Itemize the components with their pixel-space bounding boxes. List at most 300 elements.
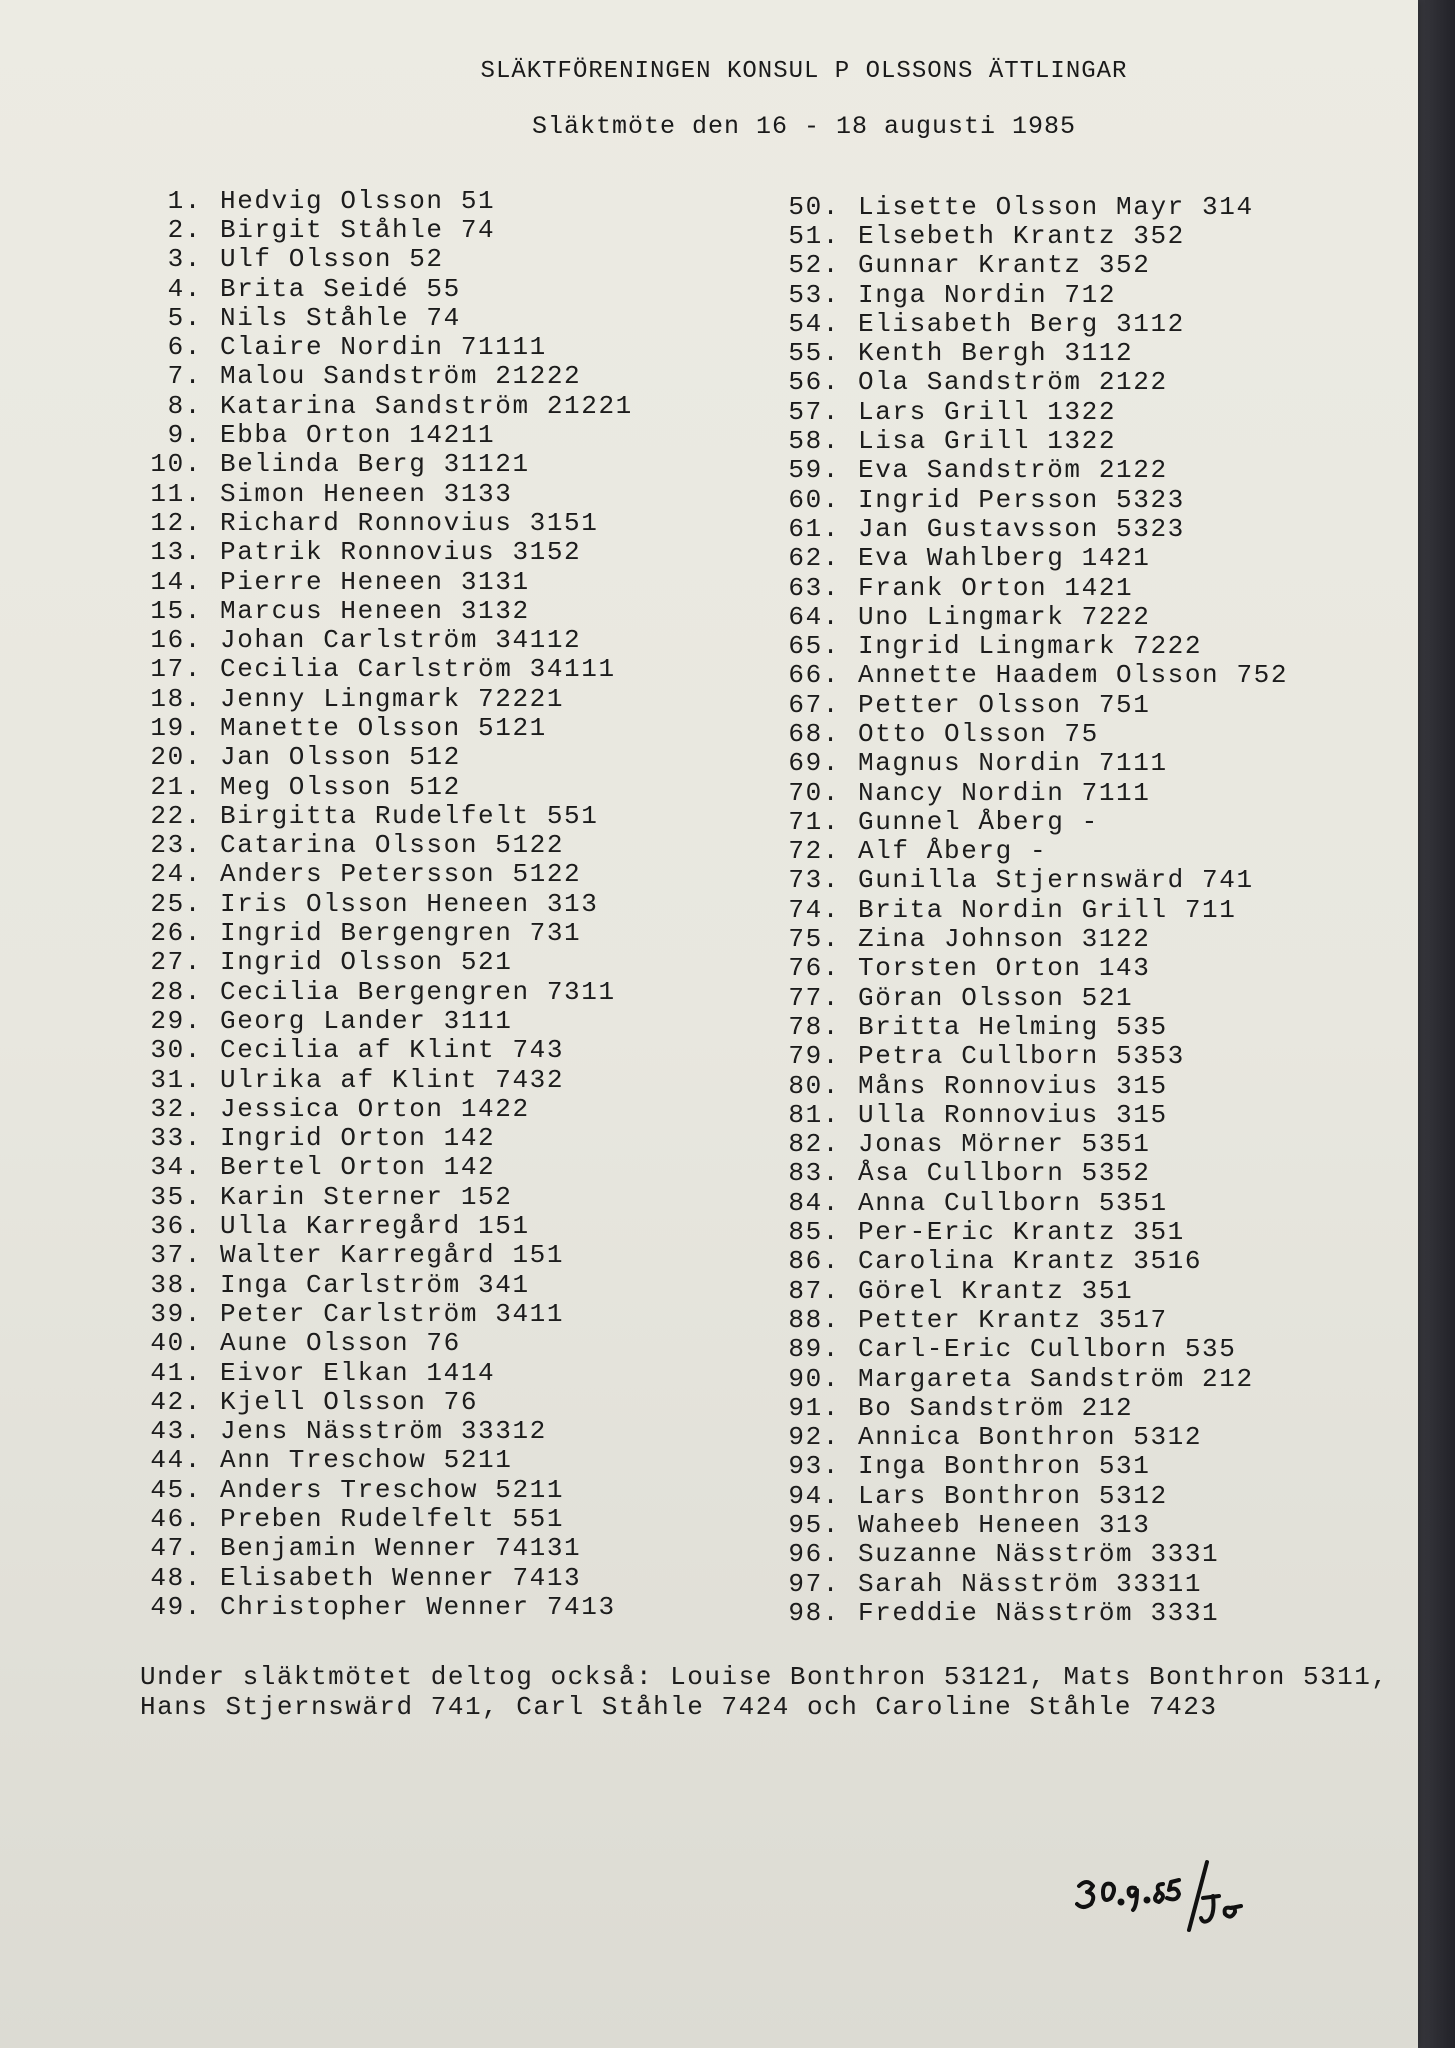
attendee-row [780,485,1400,514]
attendee-row [780,895,1400,924]
attendee-name: Ebba Orton 14211 [220,420,496,451]
attendee-row [142,274,762,303]
attendee-row [142,1241,762,1270]
attendee-name: Belinda Berg 31121 [220,449,530,480]
attendee-row [780,1422,1400,1451]
attendee-name: Brita Seidé 55 [220,273,461,304]
attendee-name: Jan Olsson 512 [220,742,461,773]
attendee-name: Anders Treschow 5211 [220,1474,565,1505]
attendee-name: Eivor Elkan 1414 [220,1357,496,1388]
attendee-row [142,1358,762,1387]
attendee-name: Karin Sterner 152 [220,1181,513,1212]
attendee-row [142,450,762,479]
attendee-name: Pierre Heneen 3131 [220,566,530,597]
attendee-name: Ingrid Orton 142 [220,1123,496,1154]
attendee-name: Annette Haadem Olsson 752 [858,660,1289,691]
attendee-number: 50. [788,191,840,222]
attendee-row [142,1534,762,1563]
attendee-name: Johan Carlström 34112 [220,625,582,656]
attendee-number: 31. [150,1064,202,1095]
attendee-name: Anders Petersson 5122 [220,859,582,890]
attendee-name: Ola Sandström 2122 [858,367,1168,398]
document-subtitle: Släktmöte den 16 - 18 augusti 1985 [531,112,1077,141]
attendee-name: Kenth Bergh 3112 [858,338,1134,369]
attendee-row [780,1130,1400,1159]
attendee-number: 92. [788,1422,840,1453]
attendee-number: 37. [150,1240,202,1271]
attendee-row [142,1270,762,1299]
attendee-number: 46. [150,1504,202,1535]
attendee-name: Malou Sandström 21222 [220,361,582,392]
attendee-row [780,866,1400,895]
attendee-row [142,1153,762,1182]
attendee-name: Lisette Olsson Mayr 314 [858,191,1254,222]
attendee-number: 22. [150,800,202,831]
attendee-name: Suzanne Näsström 3331 [858,1539,1220,1570]
attendee-row [142,1446,762,1475]
attendee-number: 60. [788,484,840,515]
attendee-name: Birgit Ståhle 74 [220,214,496,245]
attendee-number: 75. [788,924,840,955]
attendee-row [142,1416,762,1445]
attendee-number: 55. [788,338,840,369]
attendee-name: Peter Carlström 3411 [220,1298,565,1329]
attendee-name: Magnus Nordin 7111 [858,748,1168,779]
attendee-number: 41. [150,1357,202,1388]
attendee-number: 39. [150,1298,202,1329]
attendee-name: Lars Bonthron 5312 [858,1480,1168,1511]
attendee-number: 21. [150,771,202,802]
attendee-number: 65. [788,631,840,662]
attendee-name: Elsebeth Krantz 352 [858,220,1185,251]
attendee-number: 85. [788,1217,840,1248]
attendee-number: 94. [788,1480,840,1511]
attendee-name: Petter Krantz 3517 [858,1304,1168,1335]
attendee-name: Frank Orton 1421 [858,572,1134,603]
attendee-name: Alf Åberg - [858,836,1048,867]
attendee-name: Catarina Olsson 5122 [220,830,565,861]
attendee-number: 67. [788,689,840,720]
attendee-number: 4. [167,273,202,304]
attendee-row [780,1452,1400,1481]
attendee-number: 6. [167,332,202,363]
attendee-row [780,1159,1400,1188]
attendee-number: 73. [788,865,840,896]
attendee-name: Cecilia Bergengren 7311 [220,976,616,1007]
attendee-row [780,837,1400,866]
attendee-name: Carl-Eric Cullborn 535 [858,1334,1237,1365]
attendee-row [780,924,1400,953]
attendee-row [780,1071,1400,1100]
attendee-number: 93. [788,1451,840,1482]
attendee-name: Preben Rudelfelt 551 [220,1504,565,1535]
attendee-row [780,1335,1400,1364]
attendee-number: 62. [788,543,840,574]
attendee-row [780,397,1400,426]
attendee-number: 12. [150,507,202,538]
attendee-name: Sarah Näsström 33311 [858,1568,1203,1599]
attendee-name: Waheeb Heneen 313 [858,1510,1151,1541]
attendee-row [142,1563,762,1592]
attendee-number: 36. [150,1211,202,1242]
attendee-number: 1. [167,185,202,216]
attendee-name: Åsa Cullborn 5352 [858,1158,1151,1189]
attendee-name: Brita Nordin Grill 711 [858,894,1237,925]
attendee-row [142,1592,762,1621]
attendee-number: 43. [150,1416,202,1447]
attendee-number: 28. [150,976,202,1007]
attendee-number: 20. [150,742,202,773]
attendee-number: 45. [150,1474,202,1505]
attendee-row [780,778,1400,807]
attendee-number: 32. [150,1093,202,1124]
attendee-name: Anna Cullborn 5351 [858,1187,1168,1218]
attendee-row [142,801,762,830]
attendee-name: Claire Nordin 71111 [220,332,547,363]
attendee-row [780,309,1400,338]
attendee-row [780,807,1400,836]
attendee-row [142,625,762,654]
attendee-row [780,1481,1400,1510]
attendee-name: Petter Olsson 751 [858,689,1151,720]
attendee-number: 86. [788,1246,840,1277]
attendee-row [142,1036,762,1065]
attendee-row [142,772,762,801]
attendee-row [142,1475,762,1504]
attendee-name: Bertel Orton 142 [220,1152,496,1183]
attendee-number: 52. [788,250,840,281]
attendee-number: 83. [788,1158,840,1189]
attendee-number: 11. [150,478,202,509]
attendee-number: 97. [788,1568,840,1599]
attendee-name: Ingrid Persson 5323 [858,484,1185,515]
attendee-name: Eva Wahlberg 1421 [858,543,1151,574]
attendee-number: 89. [788,1334,840,1365]
attendee-number: 19. [150,713,202,743]
attendee-name: Ingrid Lingmark 7222 [858,631,1203,662]
attendee-number: 58. [788,426,840,457]
attendee-row [142,743,762,772]
attendee-name: Georg Lander 3111 [220,1005,513,1036]
attendee-number: 16. [150,625,202,656]
attendee-row [780,1598,1400,1627]
attendee-number: 35. [150,1181,202,1212]
attendee-row [780,221,1400,250]
attendee-number: 87. [788,1275,840,1306]
attendee-row [142,1504,762,1533]
attendee-number: 71. [788,806,840,837]
attendee-number: 33. [150,1123,202,1154]
attendee-row [780,426,1400,455]
attendee-row [780,1393,1400,1422]
attendee-number: 15. [150,595,202,626]
attendee-number: 74. [788,894,840,925]
attendee-number: 27. [150,947,202,978]
attendee-name: Jenny Lingmark 72221 [220,683,565,714]
attendee-name: Britta Helming 535 [858,1011,1168,1042]
attendee-number: 54. [788,308,840,339]
attendee-row [142,1182,762,1211]
attendee-number: 96. [788,1539,840,1570]
attendee-number: 69. [788,748,840,779]
attendee-number: 48. [150,1562,202,1593]
attendee-number: 38. [150,1269,202,1300]
handwritten-signature [1075,1858,1275,1938]
attendee-name: Manette Olsson 5121 [220,713,547,743]
attendee-row [780,602,1400,631]
attendee-row [780,368,1400,397]
attendee-name: Meg Olsson 512 [220,771,461,802]
attendee-row [142,538,762,567]
attendee-number: 14. [150,566,202,597]
attendee-name: Elisabeth Berg 3112 [858,308,1185,339]
attendee-row [780,456,1400,485]
attendee-row [780,192,1400,221]
attendee-row [142,596,762,625]
attendee-number: 84. [788,1187,840,1218]
attendee-number: 29. [150,1005,202,1036]
attendee-name: Gunnel Åberg - [858,806,1099,837]
attendee-number: 44. [150,1445,202,1476]
attendee-row [142,508,762,537]
attendee-number: 9. [167,420,202,451]
attendee-row [142,1387,762,1416]
attendee-number: 13. [150,537,202,568]
attendee-name: Ulrika af Klint 7432 [220,1064,565,1095]
attendee-row [780,1188,1400,1217]
attendee-row [142,186,762,215]
attendee-row [142,1299,762,1328]
attendee-row [780,1305,1400,1334]
attendee-number: 79. [788,1041,840,1072]
attendee-name: Cecilia Carlström 34111 [220,654,616,685]
attendee-name: Måns Ronnovius 315 [858,1070,1168,1101]
attendee-name: Gunilla Stjernswärd 741 [858,865,1254,896]
attendee-number: 49. [150,1591,202,1622]
attendee-name: Hedvig Olsson 51 [220,185,496,216]
attendee-name: Christopher Wenner 7413 [220,1591,616,1622]
attendee-row [780,749,1400,778]
attendee-row [142,977,762,1006]
attendee-name: Jessica Orton 1422 [220,1093,530,1124]
attendee-number: 90. [788,1363,840,1394]
attendee-name: Inga Carlström 341 [220,1269,530,1300]
attendee-row [142,1124,762,1153]
attendee-row [780,1540,1400,1569]
attendee-number: 61. [788,513,840,544]
attendee-row [780,251,1400,280]
attendee-name: Bo Sandström 212 [858,1392,1134,1423]
attendee-row [142,1006,762,1035]
attendee-name: Aune Olsson 76 [220,1328,461,1359]
attendee-name: Görel Krantz 351 [858,1275,1134,1306]
attendee-number: 64. [788,601,840,632]
attendee-name: Carolina Krantz 3516 [858,1246,1203,1277]
attendee-number: 95. [788,1510,840,1541]
attendee-name: Simon Heneen 3133 [220,478,513,509]
attendee-row [780,1510,1400,1539]
attendee-row [780,954,1400,983]
attendee-name: Petra Cullborn 5353 [858,1041,1185,1072]
attendee-name: Patrik Ronnovius 3152 [220,537,582,568]
attendee-number: 26. [150,918,202,949]
attendee-row [142,831,762,860]
attendee-name: Cecilia af Klint 743 [220,1035,565,1066]
attendee-row [142,860,762,889]
attendee-name: Per-Eric Krantz 351 [858,1217,1185,1248]
attendee-row [780,631,1400,660]
attendee-row [142,1329,762,1358]
attendee-name: Jan Gustavsson 5323 [858,513,1185,544]
attendee-row [780,1276,1400,1305]
attendee-row [142,245,762,274]
attendee-name: Jens Näsström 33312 [220,1416,547,1447]
attendee-row [780,1012,1400,1041]
attendee-row [142,1065,762,1094]
attendee-list-right [780,192,1400,1628]
attendee-name: Birgitta Rudelfelt 551 [220,800,599,831]
attendee-row [780,573,1400,602]
attendee-row [780,544,1400,573]
attendee-row [142,362,762,391]
attendee-row [780,1247,1400,1276]
attendee-row [780,1217,1400,1246]
attendee-number: 47. [150,1533,202,1564]
attendee-name: Inga Nordin 712 [858,279,1117,310]
attendee-row [142,215,762,244]
attendee-name: Ulla Ronnovius 315 [858,1099,1168,1130]
attendee-row [142,713,762,742]
attendee-row [780,1364,1400,1393]
attendee-number: 8. [167,390,202,421]
attendee-number: 56. [788,367,840,398]
attendee-number: 82. [788,1129,840,1160]
attendee-row [142,1211,762,1240]
attendee-row [142,684,762,713]
attendee-name: Uno Lingmark 7222 [858,601,1151,632]
attendee-row [142,889,762,918]
attendee-number: 10. [150,449,202,480]
attendee-name: Ingrid Olsson 521 [220,947,513,978]
attendee-name: Elisabeth Wenner 7413 [220,1562,582,1593]
additional-attendees-note: Under släktmötet deltog också: Louise Bonthron 53121, Mats Bonthron 5311, Hans Stjernswärd 741, Carl Ståhle 7424 och Caroline Ståhle 7423 [140,1662,1389,1722]
attendee-name: Lisa Grill 1322 [858,426,1117,457]
attendee-number: 63. [788,572,840,603]
attendee-name: Inga Bonthron 531 [858,1451,1151,1482]
attendee-name: Margareta Sandström 212 [858,1363,1254,1394]
attendee-name: Zina Johnson 3122 [858,924,1151,955]
attendee-row [142,655,762,684]
attendee-number: 70. [788,777,840,808]
attendee-name: Lars Grill 1322 [858,396,1117,427]
attendee-row [780,1042,1400,1071]
attendee-name: Walter Karregård 151 [220,1240,565,1271]
attendee-number: 2. [167,214,202,245]
attendee-row [142,479,762,508]
attendee-number: 80. [788,1070,840,1101]
attendee-number: 23. [150,830,202,861]
attendee-name: Torsten Orton 143 [858,953,1151,984]
attendee-name: Katarina Sandström 21221 [220,390,633,421]
attendee-number: 3. [167,244,202,275]
attendee-number: 76. [788,953,840,984]
attendee-row [142,303,762,332]
attendee-name: Iris Olsson Heneen 313 [220,888,599,919]
attendee-name: Jonas Mörner 5351 [858,1129,1151,1160]
attendee-name: Otto Olsson 75 [858,719,1099,749]
attendee-list-left [142,186,762,1622]
attendee-row [780,983,1400,1012]
attendee-number: 25. [150,888,202,919]
attendee-number: 72. [788,836,840,867]
attendee-number: 66. [788,660,840,691]
attendee-name: Marcus Heneen 3132 [220,595,530,626]
attendee-name: Ulla Karregård 151 [220,1211,530,1242]
attendee-row [142,1094,762,1123]
attendee-row [780,690,1400,719]
attendee-name: Richard Ronnovius 3151 [220,507,599,538]
attendee-name: Eva Sandström 2122 [858,455,1168,486]
attendee-name: Kjell Olsson 76 [220,1386,479,1417]
attendee-number: 88. [788,1304,840,1335]
attendee-name: Freddie Näsström 3331 [858,1597,1220,1628]
attendee-number: 57. [788,396,840,427]
attendee-name: Gunnar Krantz 352 [858,250,1151,281]
attendee-number: 34. [150,1152,202,1183]
attendee-name: Ulf Olsson 52 [220,244,444,275]
attendee-row [780,719,1400,748]
attendee-name: Ann Treschow 5211 [220,1445,513,1476]
attendee-row [780,280,1400,309]
attendee-number: 53. [788,279,840,310]
attendee-row [142,391,762,420]
attendee-number: 51. [788,220,840,251]
attendee-number: 18. [150,683,202,714]
attendee-number: 30. [150,1035,202,1066]
attendee-row [142,420,762,449]
attendee-number: 81. [788,1099,840,1130]
attendee-number: 68. [788,719,840,749]
attendee-number: 42. [150,1386,202,1417]
attendee-row [780,514,1400,543]
background-surface [1415,0,1455,2048]
attendee-number: 98. [788,1597,840,1628]
attendee-name: Ingrid Bergengren 731 [220,918,582,949]
attendee-name: Nils Ståhle 74 [220,302,461,333]
attendee-row [142,332,762,361]
attendee-number: 78. [788,1011,840,1042]
document-title: SLÄKTFÖRENINGEN KONSUL P OLSSONS ÄTTLINGAR [480,58,1128,85]
attendee-row [780,338,1400,367]
attendee-row [780,1100,1400,1129]
attendee-row [142,948,762,977]
attendee-name: Benjamin Wenner 74131 [220,1533,582,1564]
attendee-number: 77. [788,982,840,1013]
attendee-row [142,918,762,947]
attendee-name: Nancy Nordin 7111 [858,777,1151,808]
attendee-number: 17. [150,654,202,685]
attendee-number: 40. [150,1328,202,1359]
attendee-row [142,567,762,596]
attendee-number: 7. [167,361,202,392]
attendee-number: 59. [788,455,840,486]
attendee-number: 5. [167,302,202,333]
attendee-number: 91. [788,1392,840,1423]
attendee-number: 24. [150,859,202,890]
attendee-name: Göran Olsson 521 [858,982,1134,1013]
attendee-row [780,1569,1400,1598]
attendee-row [780,661,1400,690]
